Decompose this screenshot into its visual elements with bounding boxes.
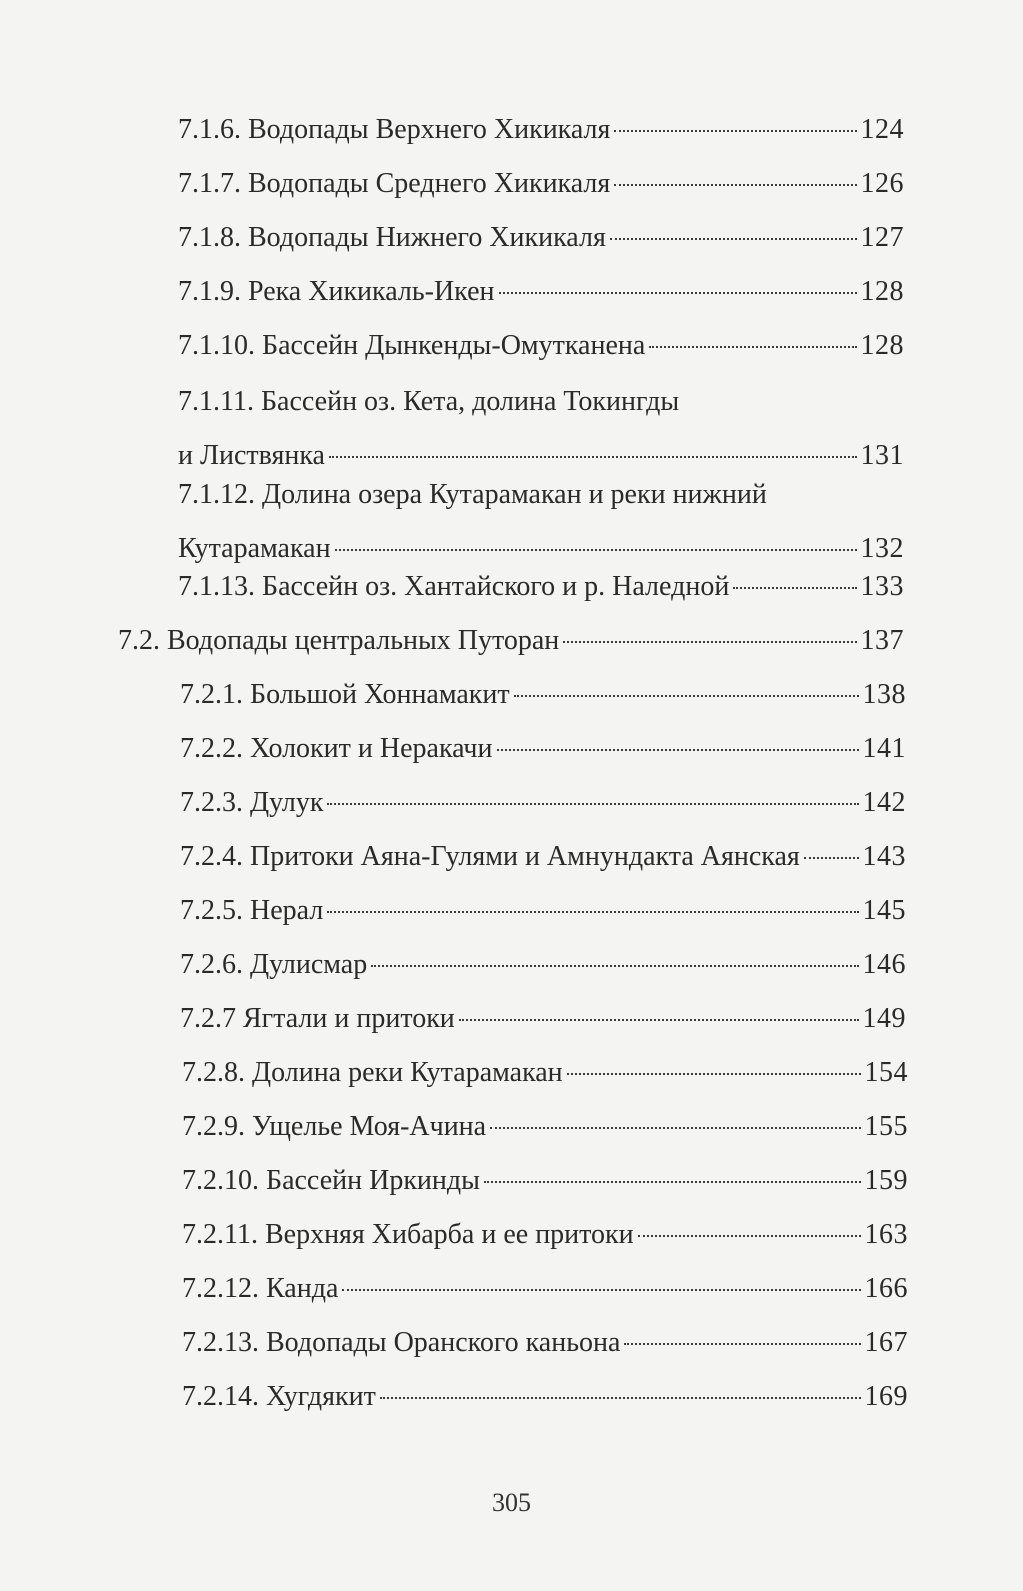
- toc-entry-title: 7.2.14. Хугдякит: [182, 1381, 376, 1412]
- toc-entry-title: 7.2.3. Дулук: [180, 787, 324, 818]
- toc-entry-title: 7.2.2. Холокит и Неракачи: [180, 733, 493, 764]
- toc-entry: [180, 787, 906, 819]
- toc-entry-title: 7.2.8. Долина реки Кутарамакан: [182, 1057, 563, 1088]
- toc-entry-page: 169: [864, 1381, 908, 1412]
- toc-entry: [180, 679, 906, 711]
- toc-entry-title: 7.2. Водопады центральных Путоран: [118, 625, 560, 656]
- toc-entry-page: 128: [860, 330, 904, 361]
- toc-entry-line2: [178, 533, 904, 565]
- toc-entry-title: и Листвянка: [178, 440, 325, 471]
- toc-entry-title: 7.2.4. Притоки Аяна-Гулями и Амнундакта Аянская: [180, 841, 800, 872]
- toc-entry: [182, 1111, 908, 1143]
- toc-entry-page: 128: [860, 276, 904, 307]
- toc-entry-title: 7.1.9. Река Хикикаль-Икен: [178, 276, 495, 307]
- toc-entry-title-line1: 7.1.12. Долина озера Кутарамакан и реки нижний: [178, 479, 767, 510]
- dot-leader: [327, 911, 858, 913]
- toc-entry-title: Кутарамакан: [178, 533, 331, 564]
- page-number: 305: [492, 1488, 531, 1517]
- dot-leader: [624, 1343, 860, 1345]
- toc-entry-page: 132: [860, 533, 904, 564]
- toc-entry-page: 131: [860, 440, 904, 471]
- dot-leader: [459, 1019, 859, 1021]
- toc-entry-title: 7.2.7 Ягтали и притоки: [180, 1003, 455, 1034]
- toc-entry: [182, 1381, 908, 1413]
- dot-leader: [733, 587, 856, 589]
- toc-entry: [182, 1273, 908, 1305]
- toc-entry-title: 7.1.8. Водопады Нижнего Хикикаля: [178, 222, 606, 253]
- toc-entry-page: 127: [860, 222, 904, 253]
- toc-entry: [178, 330, 904, 362]
- toc-entry-line2: [178, 440, 904, 472]
- dot-leader: [563, 641, 856, 643]
- dot-leader: [610, 238, 857, 240]
- toc-entry-title: 7.1.10. Бассейн Дынкенды-Омутканена: [178, 330, 646, 361]
- toc-entry-page: 149: [862, 1003, 906, 1034]
- toc-entry: [178, 479, 904, 565]
- toc-entry: [180, 841, 906, 873]
- toc-entry-page: 163: [864, 1219, 908, 1250]
- toc-entry-title: 7.2.12. Канда: [182, 1273, 339, 1304]
- toc-entry: [180, 733, 906, 765]
- dot-leader: [327, 803, 858, 805]
- toc-entry-title: 7.2.5. Нерал: [180, 895, 324, 926]
- toc-entry: [180, 895, 906, 927]
- dot-leader: [497, 749, 859, 751]
- toc-entry-page: 142: [862, 787, 906, 818]
- dot-leader: [614, 130, 856, 132]
- toc-entry-page: 137: [860, 625, 904, 656]
- toc-entry: [182, 1219, 908, 1251]
- toc-entry: [182, 1057, 908, 1089]
- toc-entry-title: 7.2.11. Верхняя Хибарба и ее притоки: [182, 1219, 634, 1250]
- toc-entry-page: 159: [864, 1165, 908, 1196]
- dot-leader: [649, 346, 856, 348]
- toc-entry-page: 146: [862, 949, 906, 980]
- dot-leader: [342, 1289, 860, 1291]
- dot-leader: [499, 292, 857, 294]
- toc-entry-page: 133: [860, 571, 904, 602]
- toc-entry-title: 7.1.6. Водопады Верхнего Хикикаля: [178, 114, 611, 145]
- dot-leader: [380, 1397, 861, 1399]
- toc-entry: [178, 222, 904, 254]
- toc-entry-title-line1: 7.1.11. Бассейн оз. Кета, долина Токингды: [178, 386, 680, 417]
- toc-section-entry: [118, 625, 904, 657]
- toc-entry-page: 126: [860, 168, 904, 199]
- dot-leader: [614, 184, 856, 186]
- toc-entry: [180, 1003, 906, 1035]
- toc-entry-page: 154: [864, 1057, 908, 1088]
- toc-entry-title: 7.1.13. Бассейн оз. Хантайского и р. Наледной: [178, 571, 730, 602]
- toc-entry: [178, 276, 904, 308]
- toc-entry: [182, 1327, 908, 1359]
- toc-entry: [178, 571, 904, 603]
- dot-leader: [514, 695, 859, 697]
- toc-entry: [178, 114, 904, 146]
- toc-entry: [178, 168, 904, 200]
- toc-entry-page: 141: [862, 733, 906, 764]
- toc-entry-page: 124: [860, 114, 904, 145]
- dot-leader: [371, 965, 858, 967]
- toc-entry: [178, 386, 904, 472]
- toc-entry-title: 7.2.6. Дулисмар: [180, 949, 368, 980]
- dot-leader: [490, 1127, 860, 1129]
- toc-entry-page: 143: [862, 841, 906, 872]
- toc-entry: [182, 1165, 908, 1197]
- toc-entry-page: 166: [864, 1273, 908, 1304]
- dot-leader: [804, 857, 859, 859]
- toc-entry-page: 155: [864, 1111, 908, 1142]
- toc-entry-title: 7.2.1. Большой Хоннамакит: [180, 679, 510, 710]
- toc-entry-title: 7.2.13. Водопады Оранского каньона: [182, 1327, 621, 1358]
- dot-leader: [335, 549, 857, 551]
- toc-entry-page: 167: [864, 1327, 908, 1358]
- toc-entry-title: 7.2.10. Бассейн Иркинды: [182, 1165, 480, 1196]
- toc-entry-title: 7.1.7. Водопады Среднего Хикикаля: [178, 168, 611, 199]
- dot-leader: [484, 1181, 861, 1183]
- dot-leader: [638, 1235, 861, 1237]
- dot-leader: [329, 456, 857, 458]
- toc-entry-page: 138: [862, 679, 906, 710]
- toc-entry: [180, 949, 906, 981]
- dot-leader: [567, 1073, 861, 1075]
- toc-entry-page: 145: [862, 895, 906, 926]
- toc-entry-title: 7.2.9. Ущелье Моя-Ачина: [182, 1111, 487, 1142]
